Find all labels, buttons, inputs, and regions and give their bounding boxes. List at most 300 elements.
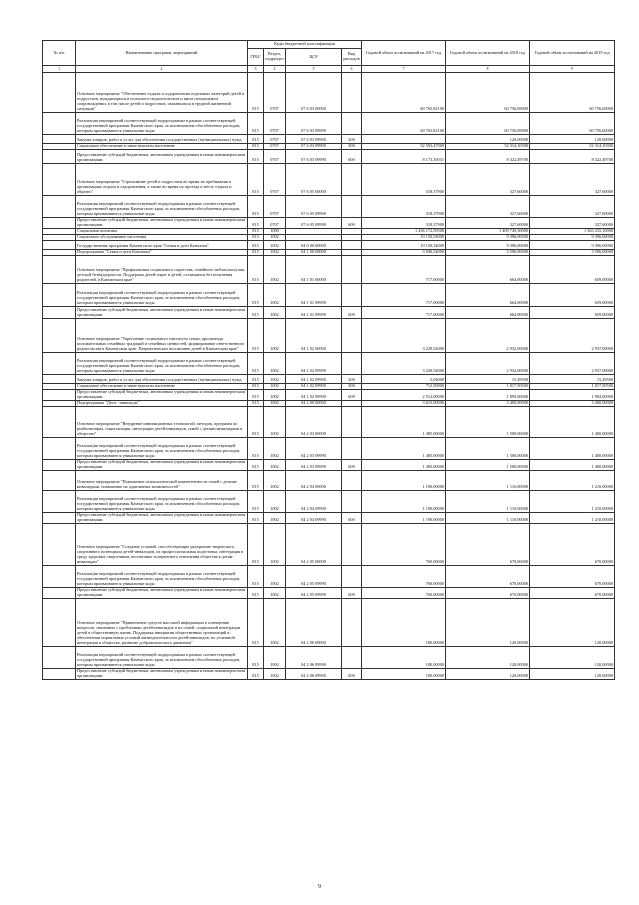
index-cell: 2 xyxy=(76,66,248,73)
row-num xyxy=(43,240,76,249)
section-code: 1002 xyxy=(264,400,286,406)
amount-2018: 3 596,00000 xyxy=(446,249,530,255)
amount-2017: 318,37900 xyxy=(362,196,446,218)
program-name: Реализация мероприятий соответствующей подпрограммы в рамках соответствующей государственной программы Камчатского края, за исключением обособленных расходов, которым присваиваются уникальные коды xyxy=(76,283,248,306)
amount-2018: 664,00000 xyxy=(446,255,530,283)
amount-2017: 10 150,54000 xyxy=(362,234,446,240)
amount-2018: 1 110,00000 xyxy=(446,490,530,512)
grbs-code: 815 xyxy=(248,144,264,150)
table-row xyxy=(43,587,615,598)
amount-2019: 670,00000 xyxy=(530,565,615,587)
table-row xyxy=(43,668,615,679)
amount-2017: 717,00000 xyxy=(362,283,446,306)
program-name: Основное мероприятие "Внедрение инновационных технологий, методик, программ по реабилитации, социализации, интеграции детей-инвалидов, семей с детьми-инвалидами в общество" xyxy=(76,406,248,437)
row-num xyxy=(43,470,76,490)
row-num xyxy=(43,565,76,587)
amount-2019: 670,00000 xyxy=(530,523,615,565)
amount-2018: 1 110,00000 xyxy=(446,470,530,490)
index-cell: 1 xyxy=(43,66,76,73)
expense-type-code xyxy=(342,646,362,668)
expense-type-code xyxy=(342,598,362,646)
amount-2019: 60 756,60000 xyxy=(530,113,615,135)
amount-2019: 1 017,50500 xyxy=(530,383,615,389)
program-name: Предоставление субсидий бюджетным, автономным учреждениям и иным некоммерческим организациям xyxy=(76,389,248,400)
amount-2019: 120,00000 xyxy=(530,598,615,646)
row-num xyxy=(43,150,76,164)
table-row xyxy=(43,406,615,437)
amount-2018: 670,00000 xyxy=(446,523,530,565)
target-article-code: 04 2 06 00000 xyxy=(286,598,342,646)
expense-type-code xyxy=(342,73,362,113)
amount-2019: 1 904,00000 xyxy=(530,389,615,400)
expense-type-code xyxy=(342,406,362,437)
index-cell: 6 xyxy=(342,66,362,73)
amount-2017: 1 436 172,59500 xyxy=(362,229,446,235)
row-num xyxy=(43,523,76,565)
section-code: 1002 xyxy=(264,459,286,470)
expense-type-code xyxy=(342,523,362,565)
row-num xyxy=(43,113,76,135)
target-article-code: 04 2 03 00000 xyxy=(286,406,342,437)
grbs-code: 815 xyxy=(248,164,264,196)
index-cell: 9 xyxy=(530,66,615,73)
amount-2018: 9 396,00000 xyxy=(446,240,530,249)
amount-2018: 327,60000 xyxy=(446,218,530,229)
program-name: Реализация мероприятий соответствующей подпрограммы в рамках соответствующей государственной программы Камчатского края, за исключением обособленных расходов, которым присваиваются уникальные коды xyxy=(76,437,248,459)
table-row xyxy=(43,113,615,135)
amount-2017: 60 765,82100 xyxy=(362,73,446,113)
grbs-code: 815 xyxy=(248,490,264,512)
amount-2018: 1 409 749,30000 xyxy=(446,229,530,235)
column-index-row xyxy=(43,66,615,73)
table-row xyxy=(43,374,615,383)
amount-2018: 664,00000 xyxy=(446,306,530,318)
program-name: Предоставление субсидий бюджетным, автономным учреждениям и иным некоммерческим организациям xyxy=(76,512,248,523)
grbs-code: 815 xyxy=(248,234,264,240)
amount-2017: 3 615,00000 xyxy=(362,400,446,406)
amount-2018: 1 110,00000 xyxy=(446,512,530,523)
row-num xyxy=(43,646,76,668)
target-article-code: 07 6 05 00000 xyxy=(286,164,342,196)
row-num xyxy=(43,437,76,459)
target-article-code: 04 2 00 00000 xyxy=(286,400,342,406)
grbs-code: 815 xyxy=(248,255,264,283)
program-name: Основное мероприятие "Страхование детей и подростков во время их пребывания в организациях отдыха и оздоровления, а также во время их проезда к месту отдыха и обратно" xyxy=(76,164,248,196)
amount-2017: 10 150,54000 xyxy=(362,240,446,249)
program-name: Социальная политика xyxy=(76,229,248,235)
row-num xyxy=(43,218,76,229)
program-name: Основное мероприятие "Привлечение средств массовой информации к освещению вопросов, связанных с проблемами детей-инвалидов и их семей, социальной интеграции детей в общественную жизнь. Поддержка инициатив общественных организаций в обеспечении нормальных условий жизнедеятельности детей-инвалидов, их успешной интеграции в общество, развитие добровольческого движения" xyxy=(76,598,248,646)
grbs-code: 815 xyxy=(248,470,264,490)
amount-2018: 8 322,49700 xyxy=(446,150,530,164)
table-row xyxy=(43,164,615,196)
program-name: Подпрограмма "Дети - инвалиды" xyxy=(76,400,248,406)
section-code: 1002 xyxy=(264,646,286,668)
section-code: 0707 xyxy=(264,164,286,196)
table-row xyxy=(43,150,615,164)
expense-type-code xyxy=(342,490,362,512)
program-name: Реализация мероприятий соответствующей подпрограммы в рамках соответствующей государственной программы Камчатского края, за исключением обособленных расходов, которым присваиваются уникальные коды xyxy=(76,196,248,218)
grbs-code: 815 xyxy=(248,150,264,164)
target-article-code: 04 1 01 09990 xyxy=(286,283,342,306)
table-row xyxy=(43,318,615,352)
table-row xyxy=(43,459,615,470)
program-name: Реализация мероприятий соответствующей подпрограммы в рамках соответствующей государственной программы Камчатского края, за исключением обособленных расходов, которым присваиваются уникальные коды xyxy=(76,646,248,668)
table-row xyxy=(43,565,615,587)
amount-2019: 1 363 235,10000 xyxy=(530,229,615,235)
program-name: Предоставление субсидий бюджетным, автономным учреждениям и иным некоммерческим организациям xyxy=(76,306,248,318)
amount-2018: 2 932,00000 xyxy=(446,318,530,352)
target-article-code: 07 6 05 09990 xyxy=(286,196,342,218)
amount-2019: 60 756,60000 xyxy=(530,73,615,113)
program-name: Предоставление субсидий бюджетным, автономным учреждениям и иным некоммерческим организациям xyxy=(76,668,248,679)
index-cell: 8 xyxy=(446,66,530,73)
expense-type-code: 200 xyxy=(342,135,362,144)
page-number: 9 xyxy=(318,884,321,890)
section-code: 1002 xyxy=(264,240,286,249)
amount-2019: 659,00000 xyxy=(530,255,615,283)
section-code: 0707 xyxy=(264,218,286,229)
budget-table xyxy=(42,40,615,680)
grbs-code: 815 xyxy=(248,459,264,470)
section-code: 1002 xyxy=(264,565,286,587)
amount-2019: 2 937,00000 xyxy=(530,352,615,374)
table-row xyxy=(43,73,615,113)
expense-type-code xyxy=(342,113,362,135)
expense-type-code: 300 xyxy=(342,144,362,150)
row-num xyxy=(43,374,76,383)
target-article-code: 07 6 03 09990 xyxy=(286,150,342,164)
amount-2019: 1 210,00000 xyxy=(530,470,615,490)
table-row xyxy=(43,523,615,565)
table-row xyxy=(43,490,615,512)
section-code: 0707 xyxy=(264,73,286,113)
amount-2019: 1 400,00000 xyxy=(530,437,615,459)
section-code: 1002 xyxy=(264,512,286,523)
amount-2018: 670,00000 xyxy=(446,587,530,598)
section-code: 1002 xyxy=(264,437,286,459)
row-num xyxy=(43,459,76,470)
target-article-code: 04 2 03 09990 xyxy=(286,459,342,470)
grbs-code: 815 xyxy=(248,406,264,437)
row-num xyxy=(43,164,76,196)
grbs-code: 815 xyxy=(248,374,264,383)
expense-type-code xyxy=(342,318,362,352)
target-article-code: 04 2 06 09990 xyxy=(286,646,342,668)
expense-type-code: 600 xyxy=(342,512,362,523)
grbs-code: 815 xyxy=(248,646,264,668)
amount-2018: 15,49500 xyxy=(446,374,530,383)
target-article-code: 04 2 03 09990 xyxy=(286,437,342,459)
section-code: 1002 xyxy=(264,383,286,389)
header-rzpr: Раздел, подраздел xyxy=(264,49,286,66)
row-num xyxy=(43,135,76,144)
amount-2017: 5,04000 xyxy=(362,374,446,383)
header-2018: Годовой объем ассигнований на 2018 год xyxy=(446,41,530,66)
grbs-code: 815 xyxy=(248,135,264,144)
grbs-code: 815 xyxy=(248,218,264,229)
section-code: 0707 xyxy=(264,196,286,218)
amount-2018: 327,60000 xyxy=(446,196,530,218)
header-csr: ЦСР xyxy=(286,49,342,66)
program-name: Государственная программа Камчатского края "Семья и дети Камчатки" xyxy=(76,240,248,249)
index-cell: 5 xyxy=(286,66,342,73)
index-cell: 4 xyxy=(264,66,286,73)
expense-type-code: 600 xyxy=(342,306,362,318)
amount-2017: 3 229,54000 xyxy=(362,352,446,374)
expense-type-code: 600 xyxy=(342,218,362,229)
amount-2019: 1 400,00000 xyxy=(530,406,615,437)
table-row xyxy=(43,437,615,459)
amount-2019: 120,00000 xyxy=(530,646,615,668)
amount-2018: 120,00000 xyxy=(446,668,530,679)
amount-2017: 52 592,47069 xyxy=(362,144,446,150)
expense-type-code: 200 xyxy=(342,374,362,383)
target-article-code: 04 2 06 09990 xyxy=(286,668,342,679)
header-2019: Годовой объем ассигнований на 2019 год xyxy=(530,41,615,66)
amount-2017: 8 173,35031 xyxy=(362,150,446,164)
section-code: 1002 xyxy=(264,374,286,383)
grbs-code: 815 xyxy=(248,318,264,352)
program-name: Предоставление субсидий бюджетным, автономным учреждениям и иным некоммерческим организациям xyxy=(76,218,248,229)
expense-type-code xyxy=(342,283,362,306)
expense-type-code: 600 xyxy=(342,668,362,679)
grbs-code: 815 xyxy=(248,512,264,523)
program-name: Основное мероприятие "Повышение психологической компетентности семей с детьми-инвалидами, повышение их адаптивных возможностей" xyxy=(76,470,248,490)
amount-2019: 1 400,00000 xyxy=(530,459,615,470)
amount-2019: 15,49500 xyxy=(530,374,615,383)
program-name: Реализация мероприятий соответствующей подпрограммы в рамках соответствующей государственной программы Камчатского края, за исключением обособленных расходов, которым присваиваются уникальные коды xyxy=(76,565,248,587)
table-row xyxy=(43,512,615,523)
program-name: Предоставление субсидий бюджетным, автономным учреждениям и иным некоммерческим организациям xyxy=(76,587,248,598)
expense-type-code: 600 xyxy=(342,389,362,400)
section-code: 1002 xyxy=(264,352,286,374)
target-article-code: 04 1 02 09990 xyxy=(286,374,342,383)
table-body xyxy=(43,73,615,680)
program-name: Основное мероприятие "Создание условий, способствующих раскрытию творческого, спортивного потенциала детей-инвалидов, их профессиональная подготовка, интеграция в среду здоровых сверстников, воспитание толерантного отношения общества к детям-инвалидам" xyxy=(76,523,248,565)
program-name: Закупка товаров, работ и услуг для обеспечения государственных (муниципальных) нужд xyxy=(76,374,248,383)
amount-2018: 52 314,10300 xyxy=(446,144,530,150)
amount-2019: 659,00000 xyxy=(530,283,615,306)
grbs-code: 815 xyxy=(248,249,264,255)
table-row xyxy=(43,240,615,249)
amount-2018: 60 756,69000 xyxy=(446,113,530,135)
amount-2019: 8 322,49700 xyxy=(530,150,615,164)
header-codes: Коды бюджетной классификации xyxy=(248,41,362,49)
section-code: 1002 xyxy=(264,234,286,240)
program-name: Основное мероприятие "Обеспечение отдыха и оздоровления отдельных категорий детей и подростков, нуждающихся в психолого-педагогическом и ином специальном сопровождении, в том числе детей и подростков, оказавшихся в трудной жизненной ситуации" xyxy=(76,73,248,113)
grbs-code: 815 xyxy=(248,598,264,646)
section-code: 0707 xyxy=(264,144,286,150)
amount-2017: 180,00000 xyxy=(362,598,446,646)
program-name: Социальное обеспечение и иные выплаты населению xyxy=(76,144,248,150)
grbs-code: 815 xyxy=(248,196,264,218)
amount-2019: 1 210,00000 xyxy=(530,490,615,512)
amount-2017: 3 229,54000 xyxy=(362,318,446,352)
grbs-code: 815 xyxy=(248,240,264,249)
amount-2017: 717,00000 xyxy=(362,255,446,283)
target-article-code: 07 6 03 09990 xyxy=(286,135,342,144)
section-code: 1002 xyxy=(264,490,286,512)
grbs-code: 815 xyxy=(248,229,264,235)
table-row xyxy=(43,283,615,306)
program-name: Закупка товаров, работ и услуг для обеспечения государственных (муниципальных) нужд xyxy=(76,135,248,144)
row-num xyxy=(43,318,76,352)
target-article-code: 07 6 05 09990 xyxy=(286,218,342,229)
amount-2017: 1 190,00000 xyxy=(362,490,446,512)
amount-2017: 318,37900 xyxy=(362,164,446,196)
amount-2017 xyxy=(362,135,446,144)
section-code: 1002 xyxy=(264,668,286,679)
program-name: Предоставление субсидий бюджетным, автономным учреждениям и иным некоммерческим организациям xyxy=(76,459,248,470)
amount-2018: 1 500,00000 xyxy=(446,406,530,437)
row-num xyxy=(43,598,76,646)
row-num xyxy=(43,306,76,318)
table-row xyxy=(43,135,615,144)
row-num xyxy=(43,389,76,400)
amount-2018: 120,00000 xyxy=(446,646,530,668)
amount-2017: 712,50000 xyxy=(362,383,446,389)
grbs-code: 815 xyxy=(248,587,264,598)
grbs-code: 815 xyxy=(248,113,264,135)
header-num: № п/п xyxy=(43,41,76,66)
expense-type-code xyxy=(342,437,362,459)
table-row xyxy=(43,306,615,318)
expense-type-code: 600 xyxy=(342,150,362,164)
expense-type-code xyxy=(342,164,362,196)
amount-2018: 120,00000 xyxy=(446,598,530,646)
amount-2019: 3 400,00000 xyxy=(530,400,615,406)
amount-2018: 120,00000 xyxy=(446,135,530,144)
amount-2018: 3 400,00000 xyxy=(446,400,530,406)
amount-2017: 180,00000 xyxy=(362,646,446,668)
expense-type-code xyxy=(342,255,362,283)
row-num xyxy=(43,668,76,679)
amount-2019: 327,60000 xyxy=(530,196,615,218)
grbs-code: 815 xyxy=(248,352,264,374)
target-article-code: 04 1 02 00000 xyxy=(286,318,342,352)
program-name: Реализация мероприятий соответствующей подпрограммы в рамках соответствующей государственной программы Камчатского края, за исключением обособленных расходов, которым присваиваются уникальные коды xyxy=(76,113,248,135)
section-code: 1002 xyxy=(264,249,286,255)
expense-type-code xyxy=(342,470,362,490)
grbs-code: 815 xyxy=(248,73,264,113)
table-row xyxy=(43,470,615,490)
program-name: Основное мероприятие "Профилактика социального сиротства, семейного неблагополучия, детской безнадзорности. Поддержка детей-сирот и детей, оставшихся без попечения родителей, в Камчатском крае" xyxy=(76,255,248,283)
amount-2017: 760,00000 xyxy=(362,565,446,587)
amount-2019: 52 314,10300 xyxy=(530,144,615,150)
header-2017: Годовой объем ассигнований на 2017 год xyxy=(362,41,446,66)
amount-2018: 1 500,00000 xyxy=(446,459,530,470)
row-num xyxy=(43,406,76,437)
header-name: Наименование программ, мероприятий xyxy=(76,41,248,66)
amount-2018: 664,00000 xyxy=(446,283,530,306)
amount-2018: 1 500,00000 xyxy=(446,437,530,459)
row-num xyxy=(43,587,76,598)
row-num xyxy=(43,283,76,306)
program-name: Предоставление субсидий бюджетным, автономным учреждениям и иным некоммерческим организациям xyxy=(76,150,248,164)
index-cell: 3 xyxy=(248,66,264,73)
table-row xyxy=(43,598,615,646)
amount-2019: 3 596,00000 xyxy=(530,249,615,255)
amount-2017: 717,00000 xyxy=(362,306,446,318)
amount-2018: 60 756,69000 xyxy=(446,73,530,113)
amount-2017: 318,37900 xyxy=(362,218,446,229)
program-name: Социальное обслуживание населения xyxy=(76,234,248,240)
row-num xyxy=(43,73,76,113)
amount-2017: 3 946,54000 xyxy=(362,249,446,255)
section-code: 1002 xyxy=(264,306,286,318)
index-cell: 7 xyxy=(362,66,446,73)
target-article-code: 04 2 05 00000 xyxy=(286,523,342,565)
header-vr: Вид расходов xyxy=(342,49,362,66)
amount-2019: 659,00000 xyxy=(530,306,615,318)
program-name: Реализация мероприятий соответствующей подпрограммы в рамках соответствующей государственной программы Камчатского края, за исключением обособленных расходов, которым присваиваются уникальные коды xyxy=(76,490,248,512)
expense-type-code xyxy=(342,565,362,587)
amount-2018: 1 017,50500 xyxy=(446,383,530,389)
amount-2017: 1 190,00000 xyxy=(362,512,446,523)
table-row xyxy=(43,196,615,218)
amount-2019: 670,00000 xyxy=(530,587,615,598)
amount-2018: 1 899,00000 xyxy=(446,389,530,400)
amount-2019: 2 937,00000 xyxy=(530,318,615,352)
program-name: Основное мероприятие "Укрепление социального института семьи, пропаганда положительных семейных традиций и семейных ценностей, формирование ответственного родительства в Камчатском крае. Патриотическое воспитание детей в Камчатском крае" xyxy=(76,318,248,352)
amount-2019: 120,00000 xyxy=(530,135,615,144)
section-code: 1002 xyxy=(264,389,286,400)
row-num xyxy=(43,196,76,218)
amount-2017: 180,00000 xyxy=(362,668,446,679)
target-article-code: 04 2 05 09990 xyxy=(286,565,342,587)
table-row xyxy=(43,255,615,283)
section-code: 0707 xyxy=(264,135,286,144)
amount-2018: 670,00000 xyxy=(446,565,530,587)
amount-2019: 1 210,00000 xyxy=(530,512,615,523)
target-article-code: 07 6 03 00000 xyxy=(286,73,342,113)
amount-2018: 327,60000 xyxy=(446,164,530,196)
row-num xyxy=(43,352,76,374)
row-num xyxy=(43,512,76,523)
section-code: 1002 xyxy=(264,406,286,437)
section-code: 1002 xyxy=(264,318,286,352)
amount-2017: 1 485,00000 xyxy=(362,406,446,437)
row-num xyxy=(43,490,76,512)
target-article-code: 04 2 05 09990 xyxy=(286,587,342,598)
target-article-code: 07 6 03 09990 xyxy=(286,144,342,150)
amount-2018: 2 932,00000 xyxy=(446,352,530,374)
target-article-code: 04 1 00 00000 xyxy=(286,249,342,255)
amount-2019: 327,60000 xyxy=(530,164,615,196)
table-row xyxy=(43,218,615,229)
expense-type-code: 300 xyxy=(342,383,362,389)
program-name: Социальное обеспечение и иные выплаты населению xyxy=(76,383,248,389)
amount-2017: 1 485,00000 xyxy=(362,437,446,459)
row-num xyxy=(43,255,76,283)
expense-type-code xyxy=(342,196,362,218)
table-row xyxy=(43,646,615,668)
table-row xyxy=(43,389,615,400)
target-article-code: 04 0 00 00000 xyxy=(286,240,342,249)
section-code: 0707 xyxy=(264,113,286,135)
expense-type-code xyxy=(342,352,362,374)
section-code: 1002 xyxy=(264,255,286,283)
amount-2017: 60 765,82100 xyxy=(362,113,446,135)
target-article-code: 04 1 01 00000 xyxy=(286,255,342,283)
target-article-code: 04 1 01 09990 xyxy=(286,306,342,318)
section-code: 1002 xyxy=(264,587,286,598)
table-row xyxy=(43,352,615,374)
section-code: 1002 xyxy=(264,470,286,490)
grbs-code: 815 xyxy=(248,437,264,459)
grbs-code: 815 xyxy=(248,400,264,406)
